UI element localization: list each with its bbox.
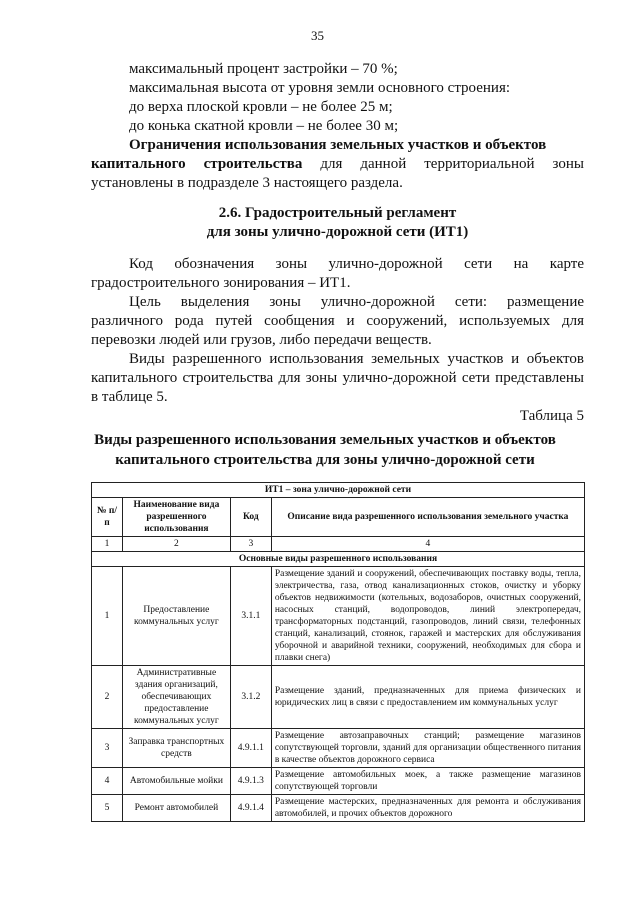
column-number: 2	[122, 537, 230, 552]
page-number: 35	[311, 28, 324, 43]
paragraph-block	[91, 255, 584, 426]
table-row	[92, 729, 585, 768]
row-description: Размещение мастерских, предназначенных для ремонта и обслуживания автомобилей, и прочих объектов дорожного	[271, 795, 584, 822]
row-code: 4.9.1.3	[230, 768, 271, 795]
row-name: Административные здания организаций, обеспечивающих предоставление коммунальных услуг	[122, 666, 230, 729]
row-number: 2	[92, 666, 123, 729]
restriction-line	[91, 155, 584, 174]
restriction-bold: капитального строительства	[91, 156, 303, 172]
row-description: Размещение зданий и сооружений, обеспечивающих поставку воды, тепла, электричества, газа, отвод канализационных стоков, очистку и уборку объектов недвижимости (котельных, водозаборов, очистных сооружений, насосных станций, водопроводов, линий электропередач, трансформаторных подстанций, газопроводов, линий связи, телефонных станций, канализаций, стоянок, гаражей и мастерских для обслуживания уборочной и аварийной техники, сооружений, необходимых для сбора и плавки снега)	[271, 567, 584, 666]
column-header: № п/п	[92, 498, 123, 537]
row-code: 4.9.1.1	[230, 729, 271, 768]
column-header: Описание вида разрешенного использования земельного участка	[271, 498, 584, 537]
section-label-row	[92, 552, 585, 567]
column-number-row	[92, 537, 585, 552]
column-header: Код	[230, 498, 271, 537]
table-row	[92, 768, 585, 795]
table-label: Таблица 5	[519, 408, 584, 424]
row-name: Ремонт автомобилей	[122, 795, 230, 822]
row-code: 4.9.1.4	[230, 795, 271, 822]
column-header: Наименование вида разрешенного использования	[122, 498, 230, 537]
table-title-line: Виды разрешенного использования земельных участков и объектов	[94, 432, 556, 448]
restriction-line: Ограничения использования земельных участков и объектов	[129, 137, 547, 153]
row-name: Заправка транспортных средств	[122, 729, 230, 768]
restriction-rest: для данной территориальной зоны	[302, 156, 584, 172]
paragraph-line: капитального строительства для зоны улично-дорожной сети представлены	[91, 370, 584, 386]
intro-block	[91, 60, 584, 193]
intro-line: до конька скатной кровли – не более 30 м;	[129, 118, 399, 134]
zone-header: ИТ1 – зона улично-дорожной сети	[92, 483, 585, 498]
section-title	[91, 204, 584, 242]
paragraph-line: Код обозначения зоны улично-дорожной сети на карте	[129, 256, 584, 272]
row-number: 4	[92, 768, 123, 795]
intro-line: максимальный процент застройки – 70 %;	[129, 61, 398, 77]
table-title	[60, 430, 590, 470]
section-label: Основные виды разрешенного использования	[92, 552, 585, 567]
paragraph-line: градостроительного зонирования – ИТ1.	[91, 275, 351, 291]
restriction-line: установлены в подразделе 3 настоящего раздела.	[91, 175, 403, 191]
table-row	[92, 795, 585, 822]
intro-line: максимальная высота от уровня земли основного строения:	[129, 80, 511, 96]
paragraph-line: Цель выделения зоны улично-дорожной сети: размещение	[129, 294, 584, 310]
row-number: 3	[92, 729, 123, 768]
zone-header-row	[92, 483, 585, 498]
row-name: Предоставление коммунальных услуг	[122, 567, 230, 666]
intro-line: до верха плоской кровли – не более 25 м;	[129, 99, 393, 115]
column-number: 4	[271, 537, 584, 552]
section-title-line: для зоны улично-дорожной сети (ИТ1)	[206, 224, 469, 240]
row-number: 1	[92, 567, 123, 666]
row-code: 3.1.2	[230, 666, 271, 729]
paragraph-line: перевозки людей или грузов, либо передачи веществ.	[91, 332, 432, 348]
section-title-line: 2.6. Градостроительный регламент	[218, 205, 457, 221]
row-code: 3.1.1	[230, 567, 271, 666]
paragraph-line: в таблице 5.	[91, 389, 168, 405]
paragraph-line: Виды разрешенного использования земельных участков и объектов	[129, 351, 584, 367]
table-row	[92, 666, 585, 729]
row-number: 5	[92, 795, 123, 822]
column-number: 1	[92, 537, 123, 552]
table-row	[92, 567, 585, 666]
regulation-table	[91, 482, 585, 822]
table-title-line: капитального строительства для зоны улично-дорожной сети	[115, 452, 535, 468]
paragraph-line: различного рода путей сообщения и сооружений, используемых для	[91, 313, 584, 329]
column-number: 3	[230, 537, 271, 552]
row-description: Размещение автомобильных моек, а также размещение магазинов сопутствующей торговли	[271, 768, 584, 795]
column-header-row	[92, 498, 585, 537]
row-description: Размещение зданий, предназначенных для приема физических и юридических лиц в связи с предоставлением им коммунальных услуг	[271, 666, 584, 729]
row-name: Автомобильные мойки	[122, 768, 230, 795]
row-description: Размещение автозаправочных станций; размещение магазинов сопутствующей торговли, зданий для организации общественного питания в качестве объектов дорожного сервиса	[271, 729, 584, 768]
